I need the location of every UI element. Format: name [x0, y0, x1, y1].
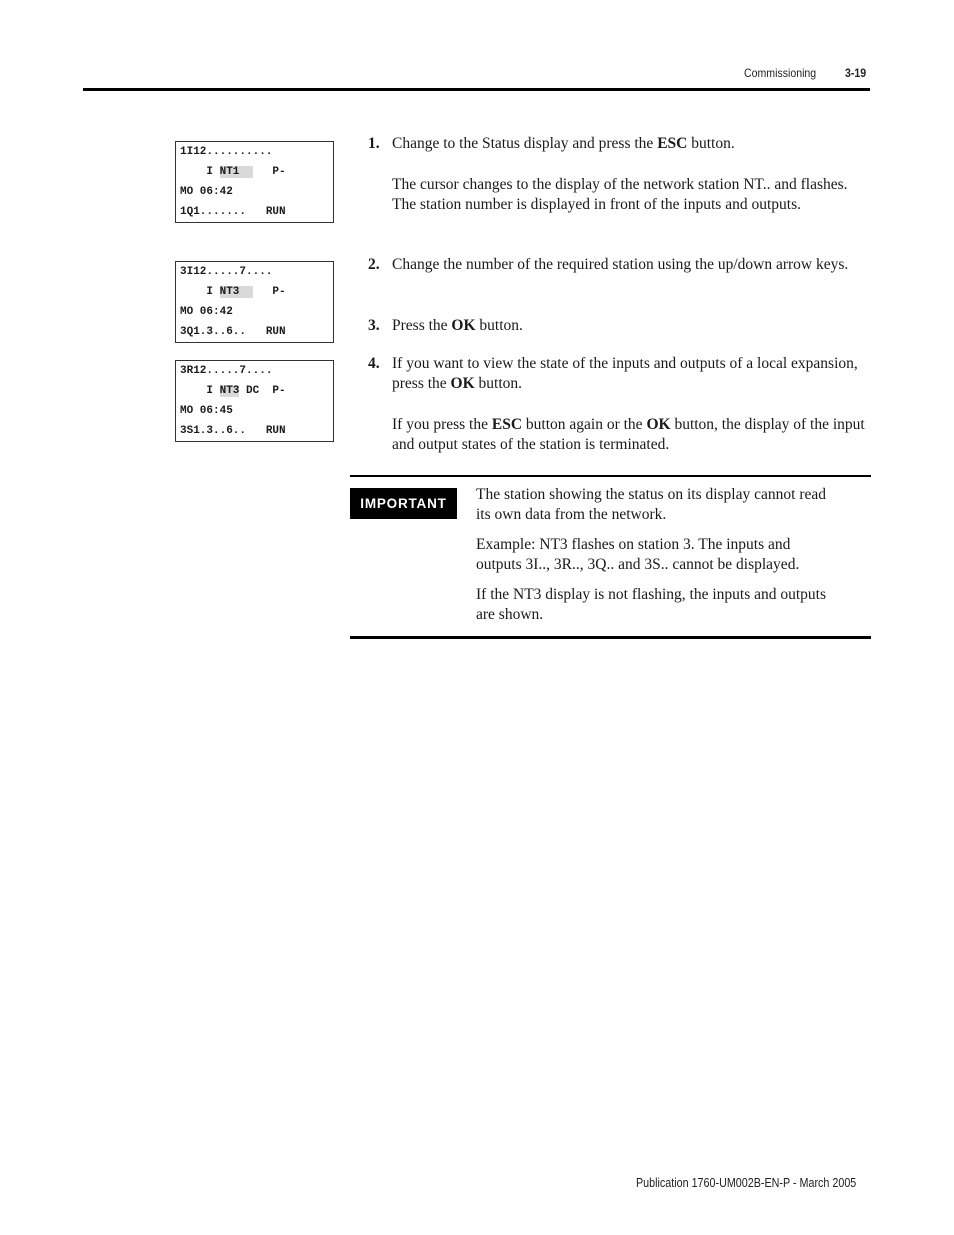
lcd-display-station-1	[175, 141, 334, 223]
step-number: 4.	[368, 355, 380, 372]
lcd-cursor-highlight: NT1	[219, 166, 253, 178]
important-paragraph-1: The station showing the status on its display cannot read its own data from the network.	[476, 486, 826, 523]
lcd-cursor-highlight: NT3	[219, 385, 240, 397]
key-esc: ESC	[491, 416, 523, 433]
lcd-row: I NT1 P-	[180, 166, 286, 178]
step-number: 2.	[368, 256, 380, 273]
important-bottom-rule	[350, 636, 871, 639]
key-ok: OK	[451, 317, 476, 334]
step-1-note: The cursor changes to the display of the network station NT.. and flashes. The station number is displayed in front of the inputs and outputs.	[392, 176, 848, 213]
lcd-display-station-3-expansion	[175, 360, 334, 442]
lcd-row: MO 06:45	[180, 405, 233, 417]
lcd-row: MO 06:42	[180, 306, 233, 318]
lcd-row: 3I12.....7....	[180, 266, 273, 278]
step-text: If you want to view the state of the inputs and outputs of a local expansion, press the OK button.	[392, 355, 858, 392]
publication-footer: Publication 1760-UM002B-EN-P - March 2005	[636, 1176, 857, 1190]
lcd-row: 3S1.3..6.. RUN	[180, 425, 286, 437]
lcd-row: I NT3 P-	[180, 286, 286, 298]
page-number: 3-19	[845, 66, 867, 80]
key-esc: ESC	[657, 135, 688, 152]
lcd-row: 3R12.....7....	[180, 365, 273, 377]
key-ok: OK	[450, 375, 475, 392]
lcd-display-station-3	[175, 261, 334, 343]
running-header-section: Commissioning	[744, 66, 817, 80]
step-text: Change to the Status display and press the ESC button.	[392, 135, 735, 152]
key-ok: OK	[646, 416, 671, 433]
step-4-note: If you press the ESC button again or the OK button, the display of the input and output states of the station is terminated.	[392, 416, 865, 453]
lcd-row: 1I12..........	[180, 146, 273, 158]
step-text: Press the OK button.	[392, 317, 523, 334]
lcd-row: MO 06:42	[180, 186, 233, 198]
step-number: 3.	[368, 317, 380, 334]
step-number: 1.	[368, 135, 380, 152]
important-paragraph-3: If the NT3 display is not flashing, the inputs and outputs are shown.	[476, 586, 827, 623]
lcd-row: 1Q1....... RUN	[180, 206, 286, 218]
lcd-row: I NT3 DC P-	[180, 385, 286, 397]
header-rule	[83, 88, 870, 91]
important-label: IMPORTANT	[350, 488, 457, 519]
step-text: Change the number of the required station using the up/down arrow keys.	[392, 256, 849, 273]
important-top-rule	[350, 475, 871, 477]
important-paragraph-2: Example: NT3 flashes on station 3. The inputs and outputs 3I.., 3R.., 3Q.. and 3S.. cannot be displayed.	[476, 536, 800, 573]
lcd-cursor-highlight: NT3	[219, 286, 253, 298]
lcd-row: 3Q1.3..6.. RUN	[180, 326, 286, 338]
